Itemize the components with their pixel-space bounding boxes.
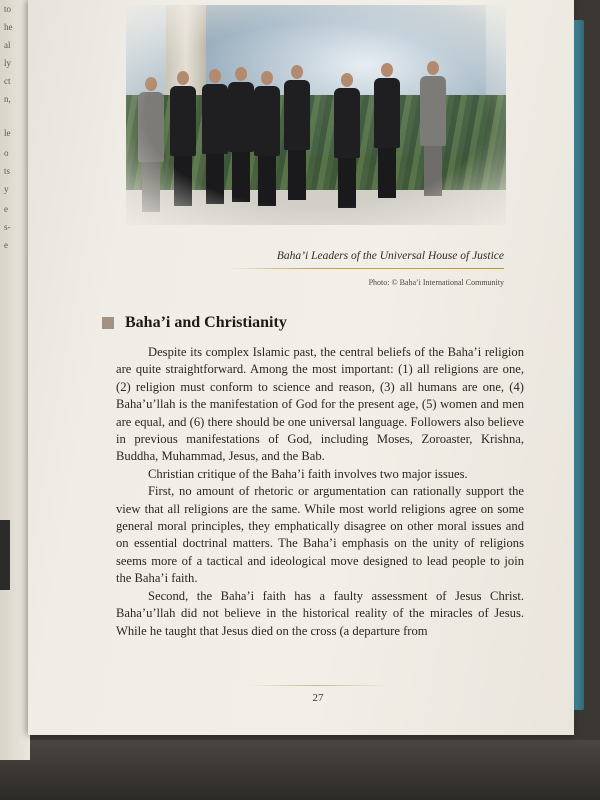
photo-person	[202, 69, 228, 204]
book-page	[28, 0, 574, 735]
photo-person	[284, 65, 310, 200]
left-page-edge	[0, 0, 30, 760]
page-number: 27	[312, 692, 324, 704]
square-bullet-icon	[102, 317, 114, 329]
left-page-fragment: e	[4, 240, 8, 250]
left-page-tab	[0, 520, 10, 590]
left-page-fragment: ts	[4, 166, 11, 176]
section-heading: Baha’i and Christianity	[125, 314, 287, 331]
photo-group-of-leaders	[126, 5, 506, 225]
left-page-fragment: to	[4, 4, 12, 14]
caption-rule	[228, 268, 504, 269]
left-page-fragment: le	[4, 128, 11, 138]
paragraph: Christian critique of the Baha’i faith involves two major issues.	[148, 466, 468, 481]
left-page-fragment: ly	[4, 58, 12, 68]
left-page-fragment: o	[4, 148, 9, 158]
photo-person	[138, 77, 164, 212]
left-page-fragment: e	[4, 204, 8, 214]
photo-person	[228, 67, 254, 202]
photo-person	[420, 61, 446, 196]
paragraph: Despite its complex Islamic past, the central beliefs of the Baha’i religion are quite straightforward. Among the most important: (1) all religions are one, (2) religion must conform to science and reason, (3) all humans are one, (4) Baha’u’llah is the manifestation of God for the present age, (5) women and men are equal, and (6) there should be one universal language. Followers also believe in previous manifestations of God, including Moses, Zoroaster, Krishna, Buddha, Muhammad, Jesus, and the Bab.	[116, 345, 524, 464]
photo-person	[334, 73, 360, 208]
folio-rule	[248, 685, 388, 686]
left-page-fragment: s-	[4, 222, 11, 232]
photo-caption: Baha’i Leaders of the Universal House of Justice	[276, 250, 504, 262]
photo-person	[374, 63, 400, 198]
body-text	[116, 344, 524, 640]
left-page-fragment: he	[4, 22, 13, 32]
left-page-fragment: y	[4, 184, 9, 194]
photo-person	[170, 71, 196, 206]
section-heading-row	[102, 314, 287, 332]
photo-person	[254, 71, 280, 206]
paragraph: First, no amount of rhetoric or argumentation can rationally support the view that all religions are the same. While most world religions agree on some general moral principles, they emphatically disagree on other moral issues and on essential doctrinal matters. The Baha’i emphasis on the unity of religions seems more of a tactical and ideological move designed to lead people to join the Baha’i faith.	[116, 484, 524, 586]
left-page-fragment: al	[4, 40, 11, 50]
desk-surface	[0, 740, 600, 800]
photo-credit: Photo: © Baha’i International Community	[368, 278, 504, 287]
left-page-fragment: ct	[4, 76, 11, 86]
paragraph: Second, the Baha’i faith has a faulty assessment of Jesus Christ. Baha’u’llah did not believe in the historical reality of the miracles of Jesus. While he taught that Jesus died on the cross (a departure from	[116, 588, 524, 638]
left-page-fragment: n,	[4, 94, 11, 104]
